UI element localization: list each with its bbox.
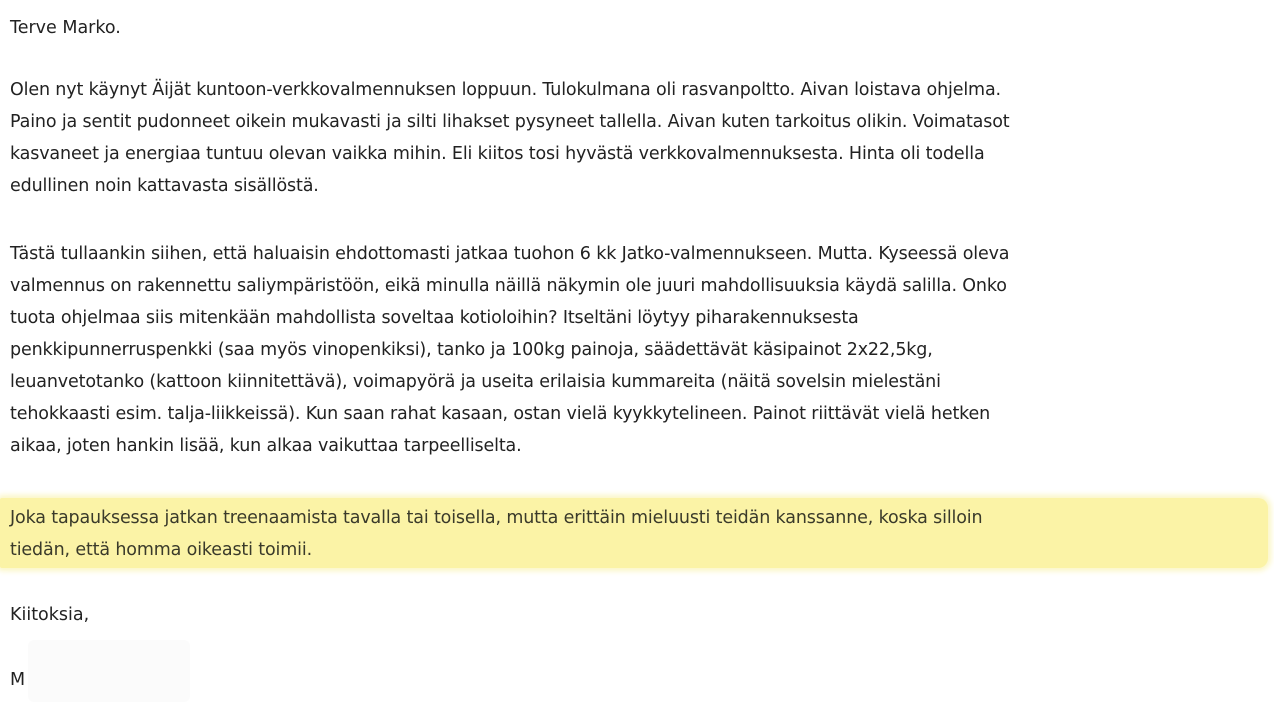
paragraph-line: Olen nyt käynyt Äijät kuntoon-verkkovalmennuksen loppuun. Tulokulmana oli rasvanpoltto. Aivan loistava ohjelma.: [10, 80, 1001, 100]
paragraph-highlighted: [10, 502, 1266, 566]
redacted-signature: [28, 640, 190, 702]
paragraph-line: penkkipunnerruspenkki (saa myös vinopenkiksi), tanko ja 100kg painoja, säädettävät käsipainot 2x22,5kg,: [10, 340, 933, 360]
paragraph-line: valmennus on rakennettu saliympäristöön, eikä minulla näillä näkymin ole juuri mahdollisuuksia käydä salilla. Onko: [10, 276, 1007, 296]
greeting: Terve Marko.: [10, 18, 121, 38]
paragraph-line: Paino ja sentit pudonneet oikein mukavasti ja silti lihakset pysyneet tallella. Aivan kuten tarkoitus olikin. Voimatasot: [10, 112, 1010, 132]
paragraph-line: aikaa, joten hankin lisää, kun alkaa vaikuttaa tarpeelliselta.: [10, 436, 522, 456]
paragraph-request: [10, 238, 1266, 462]
paragraph-line: Joka tapauksessa jatkan treenaamista tavalla tai toisella, mutta erittäin mieluusti teidän kanssanne, koska silloin: [10, 508, 983, 528]
signoff: Kiitoksia,: [10, 605, 90, 625]
paragraph-line: Tästä tullaankin siihen, että haluaisin ehdottomasti jatkaa tuohon 6 kk Jatko-valmennukseen. Mutta. Kyseessä oleva: [10, 244, 1010, 264]
paragraph-line: tuota ohjelmaa siis mitenkään mahdollista soveltaa kotioloihin? Itseltäni löytyy piharakennuksesta: [10, 308, 859, 328]
paragraph-line: leuanvetotanko (kattoon kiinnitettävä), voimapyörä ja useita erilaisia kummareita (näitä sovelsin mielestäni: [10, 372, 941, 392]
paragraph-line: kasvaneet ja energiaa tuntuu olevan vaikka mihin. Eli kiitos tosi hyvästä verkkovalmennuksesta. Hinta oli todella: [10, 144, 985, 164]
paragraph-line: tehokkaasti esim. talja-liikkeissä). Kun saan rahat kasaan, ostan vielä kyykkytelineen. Painot riittävät vielä hetken: [10, 404, 991, 424]
paragraph-line: tiedän, että homma oikeasti toimii.: [10, 540, 312, 560]
sender-initial: M: [10, 670, 26, 690]
paragraph-line: edullinen noin kattavasta sisällöstä.: [10, 176, 319, 196]
paragraph-results: [10, 74, 1266, 202]
